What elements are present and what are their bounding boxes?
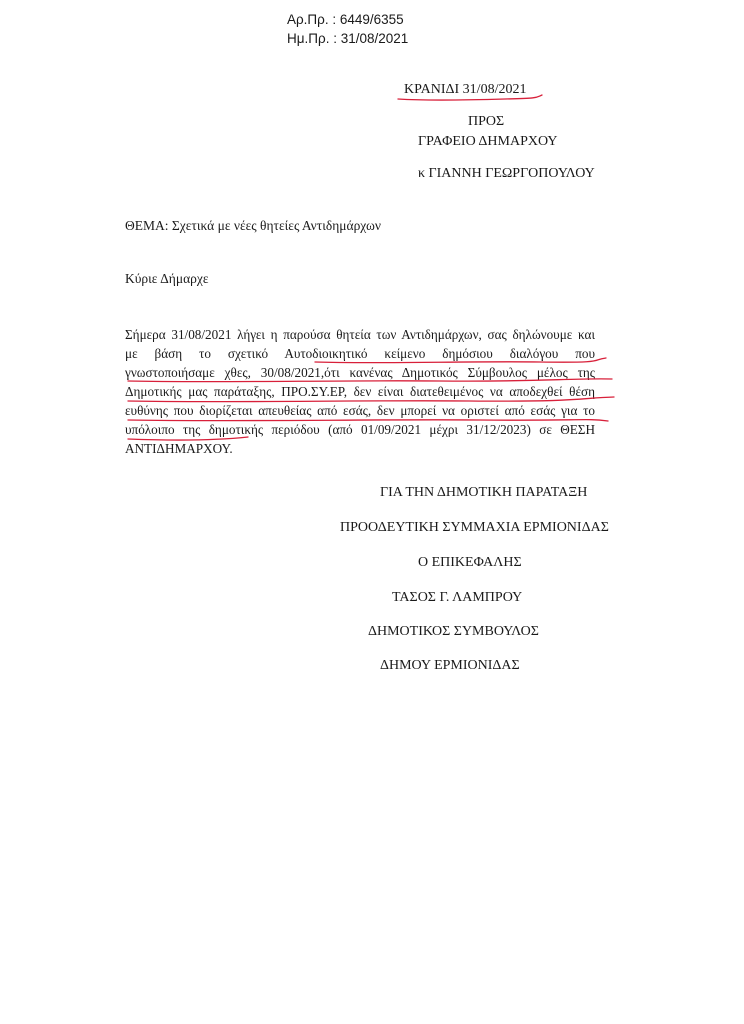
recipient-name: κ ΓΙΑΝΝΗ ΓΕΩΡΓΟΠΟΥΛΟΥ — [418, 166, 595, 181]
body-line: Σήμερα 31/08/2021 λήγει η παρούσα θητεία των Αντιδημάρχων, σας δηλώνουμε και — [125, 327, 595, 342]
body-paragraph — [125, 325, 595, 458]
signature-line-2: ΠΡΟΟΔΕΥΤΙΚΗ ΣΥΜΜΑΧΙΑ ΕΡΜΙΟΝΙΔΑΣ — [340, 520, 609, 535]
body-line: γνωστοποιήσαμε χθες, 30/08/2021,ότι κανένας Δημοτικός Σύμβουλος μέλος της — [125, 365, 595, 380]
office-name: ΓΡΑΦΕΙΟ ΔΗΜΑΡΧΟΥ — [418, 134, 558, 149]
signature-line-4: ΤΑΣΟΣ Γ. ΛΑΜΠΡΟΥ — [392, 590, 523, 605]
signature-line-3: Ο ΕΠΙΚΕΦΑΛΗΣ — [418, 555, 522, 570]
body-line: υπόλοιπο της δημοτικής περιόδου (από 01/09/2021 μέχρι 31/12/2023) σε ΘΕΣΗ — [125, 422, 595, 437]
to-label: ΠΡΟΣ — [468, 114, 505, 129]
signature-line-5: ΔΗΜΟΤΙΚΟΣ ΣΥΜΒΟΥΛΟΣ — [368, 624, 539, 639]
body-line: ευθύνης που διορίζεται απευθείας από εσάς, δεν μπορεί να οριστεί από εσάς για το — [125, 403, 595, 418]
place-date: ΚΡΑΝΙΔΙ 31/08/2021 — [404, 82, 527, 97]
salutation: Κύριε Δήμαρχε — [125, 271, 209, 286]
protocol-date: Ημ.Πρ. : 31/08/2021 — [287, 31, 409, 46]
signature-line-1: ΓΙΑ ΤΗΝ ΔΗΜΟΤΙΚΗ ΠΑΡΑΤΑΞΗ — [380, 485, 588, 500]
protocol-number: Αρ.Πρ. : 6449/6355 — [287, 12, 404, 27]
body-line: με βάση το σχετικό Αυτοδιοικητικό κείμενο δημόσιου διαλόγου που — [125, 346, 595, 361]
body-line: ΑΝΤΙΔΗΜΑΡΧΟΥ. — [125, 441, 233, 456]
subject-line: ΘΕΜΑ: Σχετικά με νέες θητείες Αντιδημάρχων — [125, 218, 381, 233]
signature-line-6: ΔΗΜΟΥ ΕΡΜΙΟΝΙΔΑΣ — [380, 658, 520, 673]
body-line: Δημοτικής μας παράταξης, ΠΡΟ.ΣΥ.ΕΡ, δεν είναι διατεθειμένος να αποδεχθεί θέση — [125, 384, 595, 399]
